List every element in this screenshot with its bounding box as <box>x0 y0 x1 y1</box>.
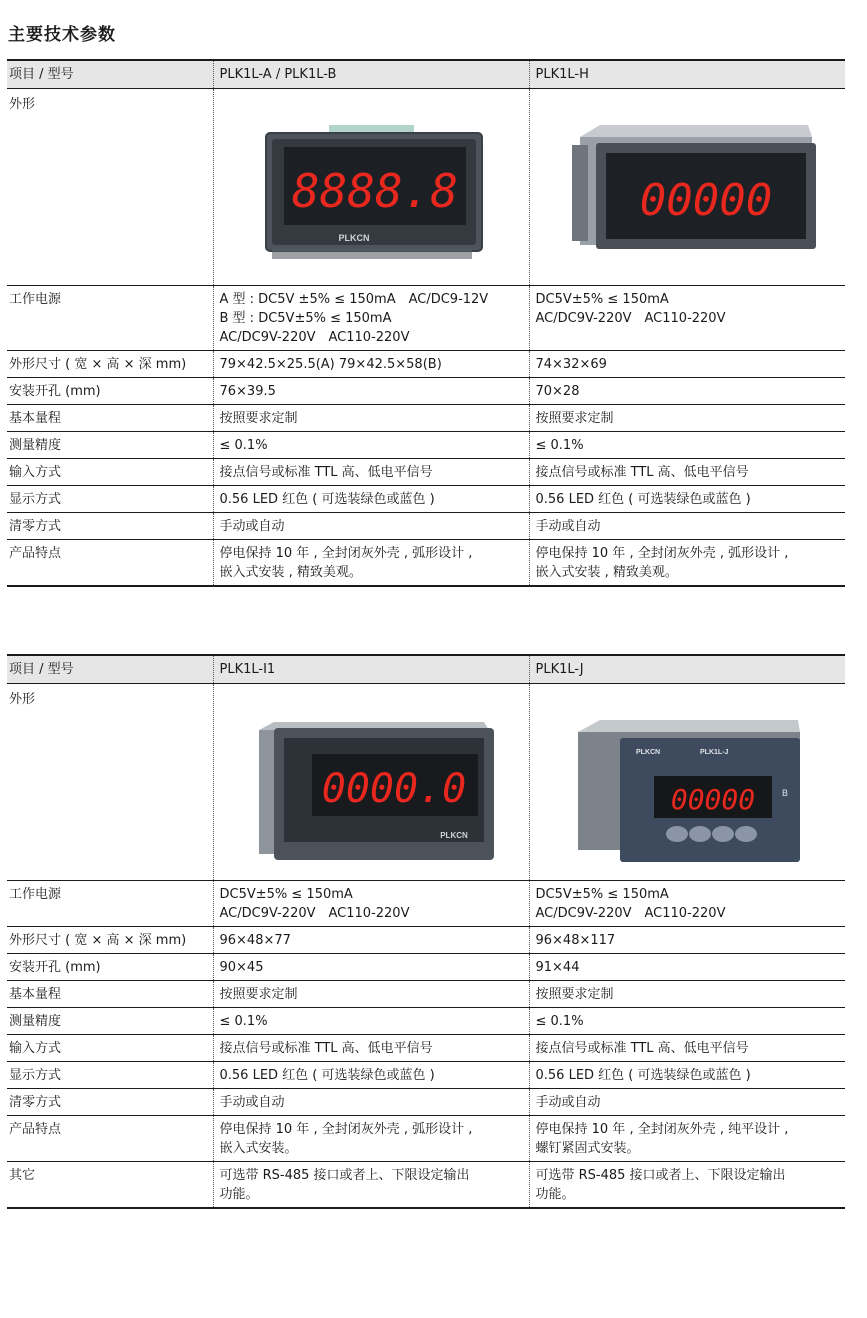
spec-value-model-1 <box>213 513 529 540</box>
spec-value-line: 停电保持 10 年 , 全封闭灰外壳 , 弧形设计 , <box>219 1122 473 1137</box>
spec-label: 产品特点 <box>7 1116 213 1162</box>
led-display: 00000 <box>639 175 772 226</box>
spec-value-line: 91×44 <box>535 960 580 975</box>
spec-value-line: 手动或自动 <box>219 519 285 534</box>
spec-label: 显示方式 <box>7 1062 213 1089</box>
product-image-cell <box>529 89 845 286</box>
spec-value-model-1 <box>213 286 529 351</box>
spec-value-line: 70×28 <box>535 384 580 399</box>
spec-value-model-2 <box>529 954 845 981</box>
spec-value-line: 按照要求定制 <box>219 411 298 426</box>
spec-row <box>7 540 845 587</box>
spec-value-line: 0.56 LED 红色 ( 可选装绿色或蓝色 ) <box>535 1068 751 1083</box>
spec-row <box>7 954 845 981</box>
spec-value-model-2 <box>529 1089 845 1116</box>
header-model-1: PLK1L-I1 <box>213 655 529 684</box>
led-display: 0000.0 <box>321 766 466 812</box>
appearance-label: 外形 <box>7 89 213 286</box>
spec-value-model-1 <box>213 954 529 981</box>
spec-value-line: 嵌入式安装 , 精致美观。 <box>535 565 678 580</box>
spec-value-model-2 <box>529 1008 845 1035</box>
spec-row <box>7 1008 845 1035</box>
led-display: 8888.8 <box>291 164 458 218</box>
spec-label: 安装开孔 (mm) <box>7 378 213 405</box>
meter-image-plk1l-i1 <box>214 684 530 880</box>
header-model-2: PLK1L-J <box>529 655 845 684</box>
spec-value-line: 功能。 <box>535 1187 575 1202</box>
spec-value-line: 停电保持 10 年 , 全封闭灰外壳 , 弧形设计 , <box>535 546 789 561</box>
spec-value-line: ≤ 0.1% <box>219 1014 268 1029</box>
spec-value-line: 0.56 LED 红色 ( 可选装绿色或蓝色 ) <box>535 492 751 507</box>
spec-value-line: 按照要求定制 <box>535 411 614 426</box>
spec-value-model-1 <box>213 405 529 432</box>
product-image-cell <box>213 684 529 881</box>
spec-row <box>7 1062 845 1089</box>
spec-value-line: A 型 : DC5V ±5% ≤ 150mA AC/DC9-12V <box>219 292 489 307</box>
spec-label: 显示方式 <box>7 486 213 513</box>
header-item-model: 项目 / 型号 <box>7 655 213 684</box>
header-model-1: PLK1L-A / PLK1L-B <box>213 60 529 89</box>
meter-image-plk1l-j <box>530 684 846 880</box>
meter-image-plk1l-ab <box>214 89 530 285</box>
spec-value-model-1 <box>213 1062 529 1089</box>
spec-value-line: 接点信号或标准 TTL 高、低电平信号 <box>219 465 433 480</box>
spec-value-line: AC/DC9V-220V AC110-220V <box>535 906 726 921</box>
header-item-model: 项目 / 型号 <box>7 60 213 89</box>
spec-row <box>7 405 845 432</box>
table-header-row <box>7 655 845 684</box>
spec-value-line: B 型 : DC5V±5% ≤ 150mA <box>219 311 392 326</box>
spec-value-model-2 <box>529 378 845 405</box>
spec-value-line: 74×32×69 <box>535 357 607 372</box>
spec-value-model-2 <box>529 1162 845 1209</box>
spec-label: 外形尺寸 ( 宽 × 高 × 深 mm) <box>7 927 213 954</box>
spec-label: 产品特点 <box>7 540 213 587</box>
spec-value-model-2 <box>529 513 845 540</box>
spec-value-model-2 <box>529 459 845 486</box>
spec-value-model-2 <box>529 540 845 587</box>
spec-value-model-1 <box>213 351 529 378</box>
appearance-label: 外形 <box>7 684 213 881</box>
spec-label: 工作电源 <box>7 286 213 351</box>
spec-label: 测量精度 <box>7 1008 213 1035</box>
spec-value-model-1 <box>213 1035 529 1062</box>
spec-value-model-2 <box>529 351 845 378</box>
spec-value-line: 0.56 LED 红色 ( 可选装绿色或蓝色 ) <box>219 1068 435 1083</box>
spec-value-line: 96×48×77 <box>219 933 291 948</box>
spec-label: 工作电源 <box>7 881 213 927</box>
spec-value-line: 按照要求定制 <box>535 987 614 1002</box>
spec-value-line: AC/DC9V-220V AC110-220V <box>219 330 410 345</box>
spec-value-line: 0.56 LED 红色 ( 可选装绿色或蓝色 ) <box>219 492 435 507</box>
spec-row <box>7 1162 845 1209</box>
spec-value-model-1 <box>213 1089 529 1116</box>
spec-row <box>7 486 845 513</box>
spec-value-line: 按照要求定制 <box>219 987 298 1002</box>
spec-value-model-2 <box>529 286 845 351</box>
spec-row <box>7 378 845 405</box>
spec-row <box>7 286 845 351</box>
spec-value-model-1 <box>213 1008 529 1035</box>
spec-value-line: 76×39.5 <box>219 384 276 399</box>
spec-value-model-1 <box>213 1162 529 1209</box>
spec-value-model-1 <box>213 540 529 587</box>
spec-value-line: ≤ 0.1% <box>535 438 584 453</box>
spec-row <box>7 981 845 1008</box>
spec-value-line: 接点信号或标准 TTL 高、低电平信号 <box>219 1041 433 1056</box>
spec-row <box>7 351 845 378</box>
spec-value-line: 接点信号或标准 TTL 高、低电平信号 <box>535 465 749 480</box>
spec-label: 输入方式 <box>7 459 213 486</box>
spec-value-line: 79×42.5×25.5(A) 79×42.5×58(B) <box>219 357 442 372</box>
table-header-row <box>7 60 845 89</box>
spec-label: 清零方式 <box>7 1089 213 1116</box>
spec-value-model-2 <box>529 405 845 432</box>
spec-value-model-1 <box>213 486 529 513</box>
spec-value-line: DC5V±5% ≤ 150mA <box>535 292 669 307</box>
spec-value-line: 90×45 <box>219 960 264 975</box>
header-model-2: PLK1L-H <box>529 60 845 89</box>
spec-row <box>7 1116 845 1162</box>
appearance-row <box>7 684 845 881</box>
spec-label: 输入方式 <box>7 1035 213 1062</box>
brand-logo: PLKCN <box>635 749 660 756</box>
spec-label: 基本量程 <box>7 981 213 1008</box>
spec-value-model-2 <box>529 881 845 927</box>
spec-value-line: 嵌入式安装 , 精致美观。 <box>219 565 362 580</box>
spec-value-model-1 <box>213 981 529 1008</box>
spec-value-line: 停电保持 10 年 , 全封闭灰外壳 , 弧形设计 , <box>219 546 473 561</box>
spec-value-model-2 <box>529 927 845 954</box>
spec-value-line: AC/DC9V-220V AC110-220V <box>535 311 726 326</box>
spec-value-model-2 <box>529 486 845 513</box>
spec-row <box>7 881 845 927</box>
spec-value-model-1 <box>213 927 529 954</box>
spec-value-line: 可选带 RS-485 接口或者上、下限设定输出 <box>219 1168 470 1183</box>
spec-row <box>7 1089 845 1116</box>
appearance-row <box>7 89 845 286</box>
spec-table-2 <box>7 654 845 1209</box>
spec-row <box>7 459 845 486</box>
spec-label: 其它 <box>7 1162 213 1209</box>
spec-row <box>7 513 845 540</box>
spec-value-line: 嵌入式安装。 <box>219 1141 298 1156</box>
spec-value-model-2 <box>529 1062 845 1089</box>
meter-image-plk1l-h <box>530 89 846 285</box>
spec-value-model-1 <box>213 881 529 927</box>
led-display: 00000 <box>670 783 755 816</box>
spec-value-line: DC5V±5% ≤ 150mA <box>219 887 353 902</box>
spec-row <box>7 1035 845 1062</box>
spec-value-line: AC/DC9V-220V AC110-220V <box>219 906 410 921</box>
spec-value-model-2 <box>529 981 845 1008</box>
spec-value-line: 功能。 <box>219 1187 259 1202</box>
spec-label: 清零方式 <box>7 513 213 540</box>
page-title: 主要技术参数 <box>8 25 116 45</box>
unit-label: B <box>781 788 788 798</box>
spec-value-line: DC5V±5% ≤ 150mA <box>535 887 669 902</box>
spec-value-model-2 <box>529 1035 845 1062</box>
spec-value-line: 可选带 RS-485 接口或者上、下限设定输出 <box>535 1168 786 1183</box>
spec-label: 基本量程 <box>7 405 213 432</box>
spec-label: 外形尺寸 ( 宽 × 高 × 深 mm) <box>7 351 213 378</box>
product-image-cell <box>213 89 529 286</box>
spec-value-line: 停电保持 10 年 , 全封闭灰外壳 , 纯平设计 , <box>535 1122 789 1137</box>
spec-value-line: ≤ 0.1% <box>535 1014 584 1029</box>
spec-value-line: 螺钉紧固式安装。 <box>535 1141 640 1156</box>
spec-value-model-2 <box>529 1116 845 1162</box>
spec-label: 安装开孔 (mm) <box>7 954 213 981</box>
spec-value-model-1 <box>213 1116 529 1162</box>
spec-row <box>7 432 845 459</box>
spec-value-model-1 <box>213 432 529 459</box>
spec-value-line: 手动或自动 <box>535 519 601 534</box>
spec-value-model-1 <box>213 378 529 405</box>
brand-logo: PLKCN <box>338 233 369 243</box>
spec-value-model-1 <box>213 459 529 486</box>
spec-value-model-2 <box>529 432 845 459</box>
spec-value-line: 96×48×117 <box>535 933 616 948</box>
spec-value-line: 手动或自动 <box>219 1095 285 1110</box>
spec-value-line: ≤ 0.1% <box>219 438 268 453</box>
spec-table-1 <box>7 59 845 587</box>
spec-label: 测量精度 <box>7 432 213 459</box>
spec-row <box>7 927 845 954</box>
spec-value-line: 手动或自动 <box>535 1095 601 1110</box>
model-label: PLK1L-J <box>699 749 728 756</box>
brand-logo: PLKCN <box>439 831 468 840</box>
product-image-cell <box>529 684 845 881</box>
spec-value-line: 接点信号或标准 TTL 高、低电平信号 <box>535 1041 749 1056</box>
